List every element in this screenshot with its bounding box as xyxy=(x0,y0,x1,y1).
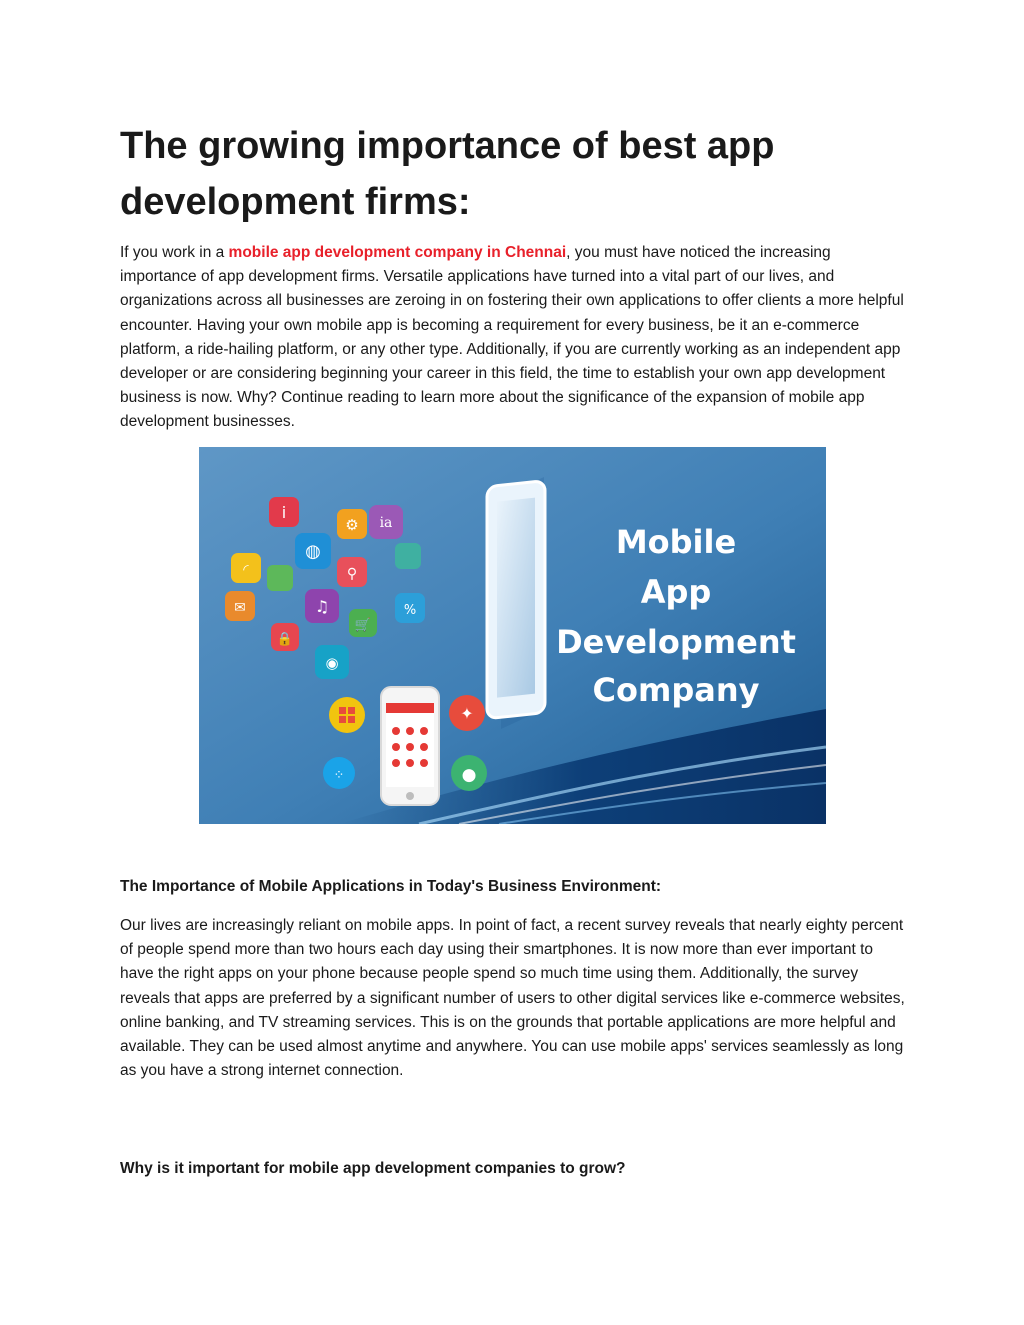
svg-text:i: i xyxy=(281,503,287,522)
tablet-illustration-icon xyxy=(487,477,545,729)
svg-text:◉: ◉ xyxy=(325,654,339,672)
intro-text-start: If you work in a xyxy=(120,244,229,261)
mobile-app-banner-image xyxy=(199,447,826,824)
svg-text:●: ● xyxy=(461,765,477,785)
svg-text:ia: ia xyxy=(379,515,393,531)
intro-paragraph xyxy=(120,241,910,435)
smartphone-illustration-icon xyxy=(381,687,439,805)
svg-text:🛒: 🛒 xyxy=(354,618,372,633)
banner-line-4: Company xyxy=(592,671,760,709)
intro-text-rest: , you must have noticed the increasing importance of app development firms. Versatile applications have turned into a vital part of our lives, and organizations across all businesses are zeroing in on fostering their own applications to offer clients a more helpful encounter. Having your own mobile app is becoming a requirement for every business, be it an e-commerce platform, a ride-hailing platform, or any other type. Additionally, if you are currently working as an independent app developer or are considering beginning your career in this field, the time to establish your own app development business is now. Why? Continue reading to learn more about the significance of the expansion of mobile app development businesses. xyxy=(120,244,904,431)
svg-text:✉: ✉ xyxy=(234,600,246,616)
banner-line-1: Mobile xyxy=(615,523,737,561)
section-heading-importance: The Importance of Mobile Applications in Today's Business Environment: xyxy=(120,878,662,895)
svg-text:%: % xyxy=(403,603,417,618)
svg-text:⁘: ⁘ xyxy=(333,768,345,783)
svg-text:⚙: ⚙ xyxy=(345,516,359,534)
svg-text:◍: ◍ xyxy=(305,541,321,562)
svg-text:♫: ♫ xyxy=(314,597,330,616)
svg-text:◜: ◜ xyxy=(243,562,249,578)
svg-text:⚲: ⚲ xyxy=(346,566,358,582)
page-title: The growing importance of best app development firms: xyxy=(120,125,775,223)
section-paragraph-importance: Our lives are increasingly reliant on mobile apps. In point of fact, a recent survey reveals that nearly eighty percent of people spend more than two hours each day using their smartphones. It is now more than ever important to have the right apps on your phone because people spend so much time using them. Additionally, the survey reveals that apps are preferred by a significant number of users to other digital services like e-commerce websites, online banking, and TV streaming services. This is on the grounds that portable applications are more helpful and available. They can be used almost anytime and anywhere. You can use mobile apps' services seamlessly as long as you have a strong internet connection. xyxy=(120,917,905,1080)
svg-text:✦: ✦ xyxy=(460,704,474,723)
svg-text:🔒: 🔒 xyxy=(276,632,294,647)
banner-line-2: App xyxy=(640,573,712,611)
section-heading-why-grow: Why is it important for mobile app development companies to grow? xyxy=(120,1160,626,1177)
chennai-company-link[interactable]: mobile app development company in Chennai xyxy=(228,244,567,261)
banner-line-3: Development xyxy=(556,623,796,661)
